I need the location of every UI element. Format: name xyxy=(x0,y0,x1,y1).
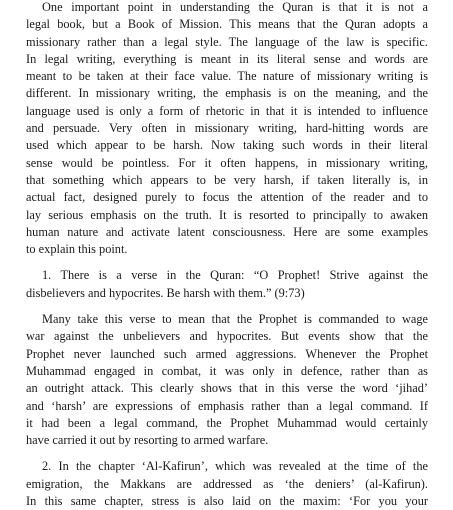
text-line: and persuade. Very often in missionary writing, hard-hitting words are xyxy=(26,121,428,136)
text-line: and ‘harsh’ are expressions of emphasis rather than a legal command. If xyxy=(26,398,428,413)
text-line: it had been a legal command, the Prophet Muhammad would certainly xyxy=(26,415,428,430)
paragraph-gap xyxy=(26,449,428,458)
text-line: human nature and activate latent consciousness. Here are some examples xyxy=(26,224,428,239)
text-line: to explain this point. xyxy=(26,242,128,257)
text-line: In legal writing, everything is meant in its literal sense and words are xyxy=(26,51,428,66)
text-line: sense would be pointless. For it often happens, in missionary writing, xyxy=(26,155,428,170)
text-line: disbelievers and hypocrites. Be harsh with them.” (9:73) xyxy=(26,285,305,300)
text-line: different. In missionary writing, the emphasis is on the meaning, and the xyxy=(26,86,428,101)
text-line: missionary rather than a legal style. The language of the law is specific. xyxy=(26,34,428,49)
paragraph-commentary xyxy=(26,311,428,449)
text-line: meant to be taken at their face value. The nature of missionary writing is xyxy=(26,69,428,84)
body-text xyxy=(26,0,428,510)
text-line: One important point in understanding the Quran is that it is not a xyxy=(42,0,428,14)
text-line: have carried it out by resorting to armed warfare. xyxy=(26,433,269,448)
text-line: In this same chapter, stress is also laid on the maxim: ‘For you your xyxy=(26,494,428,509)
text-line: lay serious emphasis on the truth. It is resorted to principally to awaken xyxy=(26,207,428,222)
text-line: war against the unbelievers and hypocrites. But events show that the xyxy=(26,329,428,344)
text-line: 1. There is a verse in the Quran: “O Prophet! Strive against the xyxy=(42,268,428,283)
text-line: Prophet never launched such armed aggressions. Whenever the Prophet xyxy=(26,346,428,361)
text-line: an outright attack. This clearly shows that in this verse the word ‘jihad’ xyxy=(26,381,428,396)
text-line: emigration, the Makkans are addressed as ‘the deniers’ (al-Kafirun). xyxy=(26,476,428,491)
paragraph-gap xyxy=(26,302,428,311)
paragraph-example-1 xyxy=(26,267,428,302)
text-line: legal book, but a Book of Mission. This means that the Quran adopts a xyxy=(26,17,428,32)
text-line: language used is only a form of rhetoric in that it is intended to influence xyxy=(26,103,428,118)
text-line: 2. In the chapter ‘Al-Kafirun’, which was revealed at the time of the xyxy=(42,459,428,474)
paragraph-gap xyxy=(26,258,428,267)
text-line: that something which appears to be very harsh, if taken literally is, in xyxy=(26,172,428,187)
paragraph-intro xyxy=(26,0,428,258)
text-line: actual fact, designed purely to focus the attention of the reader and to xyxy=(26,190,428,205)
text-line: Many take this verse to mean that the Prophet is commanded to wage xyxy=(42,312,428,327)
paragraph-example-2 xyxy=(26,458,428,510)
text-line: used which appear to be harsh. Now taking such words in their literal xyxy=(26,138,428,153)
text-line: Muhammad engaged in combat, it was only in defence, rather than as xyxy=(26,363,428,378)
